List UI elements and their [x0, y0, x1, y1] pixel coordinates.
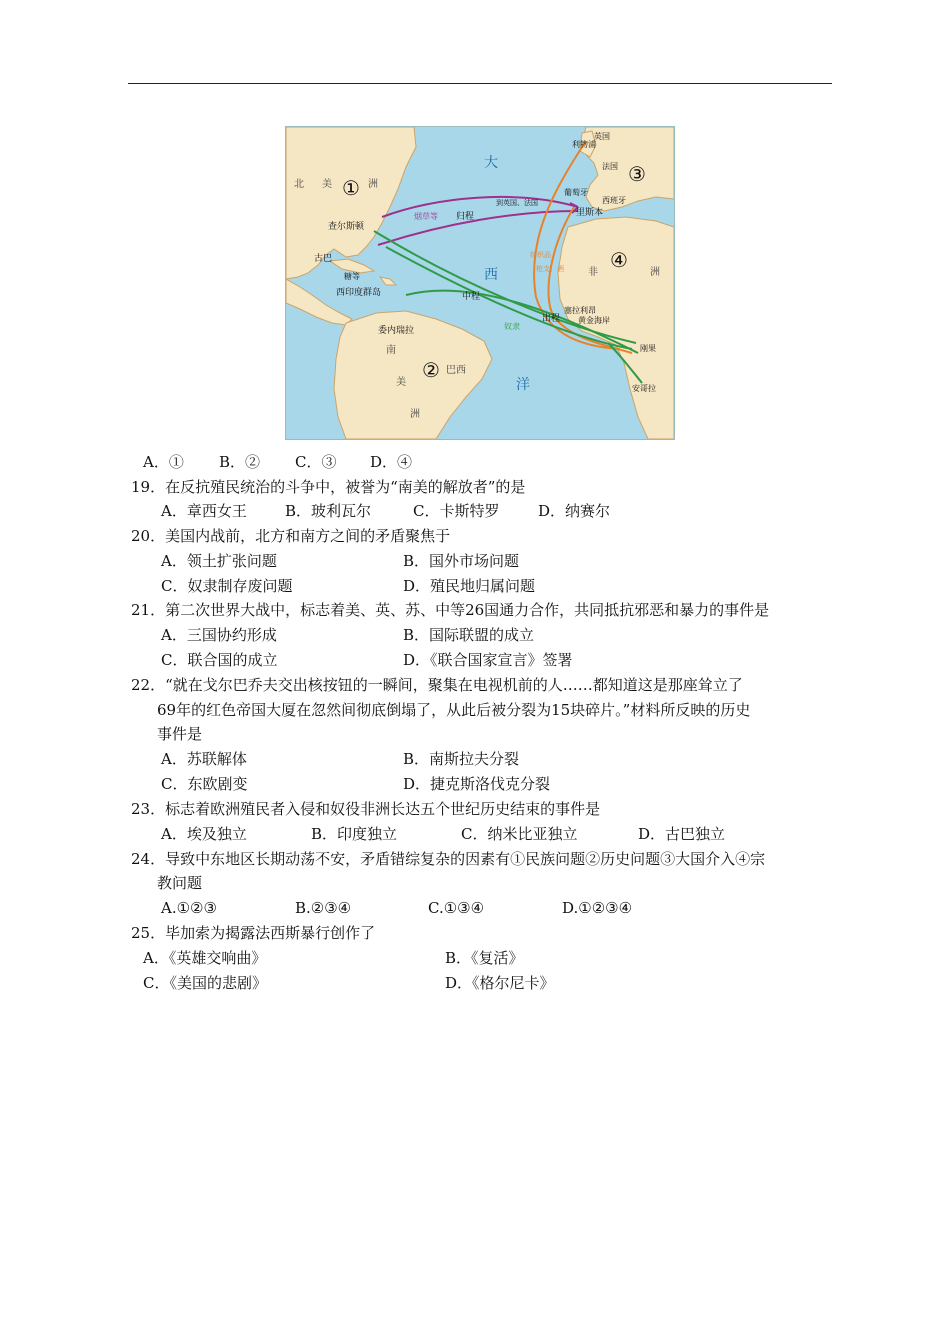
- map-label-north-america-1: 北: [294, 179, 304, 190]
- map-label-africa-1: 非: [588, 267, 598, 278]
- q23-option-b[interactable]: B．印度独立: [311, 825, 398, 843]
- map-label-north-america-3: 洲: [368, 179, 378, 190]
- map-label-route-middle: 中程: [462, 292, 481, 302]
- map-label-south-america-1: 南: [386, 345, 396, 356]
- q25-option-a[interactable]: A．《英雄交响曲》: [143, 949, 267, 967]
- q24-option-b[interactable]: B.②③④: [295, 899, 352, 917]
- map-label-region-1: ①: [342, 176, 360, 200]
- q19-option-b[interactable]: B．玻利瓦尔: [285, 502, 372, 520]
- q21-option-d[interactable]: D．《联合国家宣言》签署: [403, 651, 573, 669]
- map-label-route-goods2: 糖等: [344, 272, 360, 281]
- map-label-ocean-2: 西: [484, 267, 498, 283]
- map-label-route-slaves: 奴隶: [504, 322, 520, 331]
- map-label-ocean-1: 大: [484, 155, 498, 171]
- map-label-west-indies: 西印度群岛: [336, 288, 382, 298]
- map-svg: [286, 127, 674, 439]
- q25-option-c[interactable]: C．《美国的悲剧》: [143, 974, 267, 992]
- q22-option-d[interactable]: D．捷克斯洛伐克分裂: [403, 775, 551, 793]
- q23-option-a[interactable]: A．埃及独立: [161, 825, 247, 843]
- map-label-africa-2: 洲: [650, 267, 660, 278]
- q25-option-b[interactable]: B．《复活》: [445, 949, 524, 967]
- triangular-trade-map: [285, 126, 675, 440]
- q18-option-a[interactable]: A．①: [143, 453, 184, 471]
- q22-option-b[interactable]: B．南斯拉夫分裂: [403, 750, 520, 768]
- q23-option-d[interactable]: D．古巴独立: [638, 825, 726, 843]
- map-label-sierra-leone: 塞拉利昂: [564, 306, 596, 315]
- q21-option-b[interactable]: B．国际联盟的成立: [403, 626, 535, 644]
- q20-stem: 20．美国内战前，北方和南方之间的矛盾聚焦于: [131, 527, 451, 545]
- q24-stem-line-1: 24．导致中东地区长期动荡不安，矛盾错综复杂的因素有①民族问题②历史问题③大国介入④宗: [131, 850, 766, 868]
- map-label-gold-coast: 黄金海岸: [578, 316, 610, 325]
- map-label-route-goods: 烟草等: [414, 212, 438, 221]
- q19-option-c[interactable]: C．卡斯特罗: [413, 502, 500, 520]
- q19-stem: 19．在反抗殖民统治的斗争中，被誉为“南美的解放者”的是: [131, 478, 526, 496]
- q22-option-c[interactable]: C．东欧剧变: [161, 775, 248, 793]
- map-label-brazil: 巴西: [446, 365, 466, 376]
- map-label-region-3: ③: [628, 162, 646, 186]
- q24-stem-line-2: 教问题: [157, 874, 203, 892]
- q21-option-a[interactable]: A．三国协约形成: [161, 626, 277, 644]
- q20-option-d[interactable]: D．殖民地归属问题: [403, 577, 536, 595]
- q24-option-a[interactable]: A.①②③: [161, 899, 217, 917]
- q20-option-b[interactable]: B．国外市场问题: [403, 552, 520, 570]
- q24-option-d[interactable]: D.①②③④: [562, 899, 633, 917]
- q24-option-c[interactable]: C.①③④: [428, 899, 485, 917]
- map-label-south-america-3: 洲: [410, 409, 420, 420]
- map-label-congo: 刚果: [640, 344, 656, 353]
- q25-option-d[interactable]: D．《格尔尼卡》: [445, 974, 555, 992]
- q21-stem: 21．第二次世界大战中，标志着美、英、苏、中等26国通力合作，共同抵抗邪恶和暴力的事件是: [131, 601, 770, 619]
- q22-stem-line-1: 22．“就在戈尔巴乔夫交出核按钮的一瞬间，聚集在电视机前的人……都知道这是那座耸立了: [131, 676, 743, 694]
- header-rule: [128, 83, 832, 84]
- map-label-route-cargo: 到英国、法国: [496, 199, 538, 207]
- q18-option-b[interactable]: B．②: [219, 453, 261, 471]
- q22-option-a[interactable]: A．苏联解体: [161, 750, 247, 768]
- map-label-route-out: 出程: [542, 314, 561, 324]
- map-label-venezuela: 委内瑞拉: [378, 326, 415, 336]
- map-label-ocean-3: 洋: [516, 377, 530, 393]
- map-label-britain: 英国: [594, 132, 610, 141]
- map-label-south-america-2: 美: [396, 377, 406, 388]
- q22-stem-line-3: 事件是: [157, 725, 203, 743]
- q19-option-d[interactable]: D．纳赛尔: [538, 502, 611, 520]
- q20-option-a[interactable]: A．领土扩张问题: [161, 552, 277, 570]
- q22-stem-line-2: 69年的红色帝国大厦在忽然间彻底倒塌了，从此后被分裂为15块碎片。”材料所反映的历史: [157, 701, 751, 719]
- q19-option-a[interactable]: A．章西女王: [161, 502, 247, 520]
- map-label-lisbon: 里斯本: [576, 208, 604, 218]
- map-label-region-2: ②: [422, 358, 440, 382]
- map-label-route-manufactures: 枪支、酒: [536, 265, 564, 273]
- map-label-france: 法国: [602, 162, 618, 171]
- q18-option-d[interactable]: D．④: [370, 453, 413, 471]
- q21-option-c[interactable]: C．联合国的成立: [161, 651, 278, 669]
- q25-stem: 25．毕加索为揭露法西斯暴行创作了: [131, 924, 376, 942]
- map-label-angola: 安哥拉: [632, 384, 656, 393]
- map-label-route-outgoods: 纺织品: [530, 251, 551, 259]
- q20-option-c[interactable]: C．奴隶制存废问题: [161, 577, 293, 595]
- q23-stem: 23．标志着欧洲殖民者入侵和奴役非洲长达五个世纪历史结束的事件是: [131, 800, 601, 818]
- map-label-cuba: 古巴: [314, 254, 333, 264]
- map-label-route-return: 归程: [456, 212, 475, 222]
- map-label-north-america-2: 美: [322, 179, 332, 190]
- map-label-charleston: 查尔斯顿: [328, 222, 365, 232]
- q18-option-c[interactable]: C．③: [295, 453, 337, 471]
- map-label-portugal: 葡萄牙: [564, 188, 588, 197]
- q23-option-c[interactable]: C．纳米比亚独立: [461, 825, 578, 843]
- map-label-region-4: ④: [610, 248, 628, 272]
- map-label-liverpool: 利物浦: [572, 140, 596, 149]
- map-label-spain: 西班牙: [602, 196, 626, 205]
